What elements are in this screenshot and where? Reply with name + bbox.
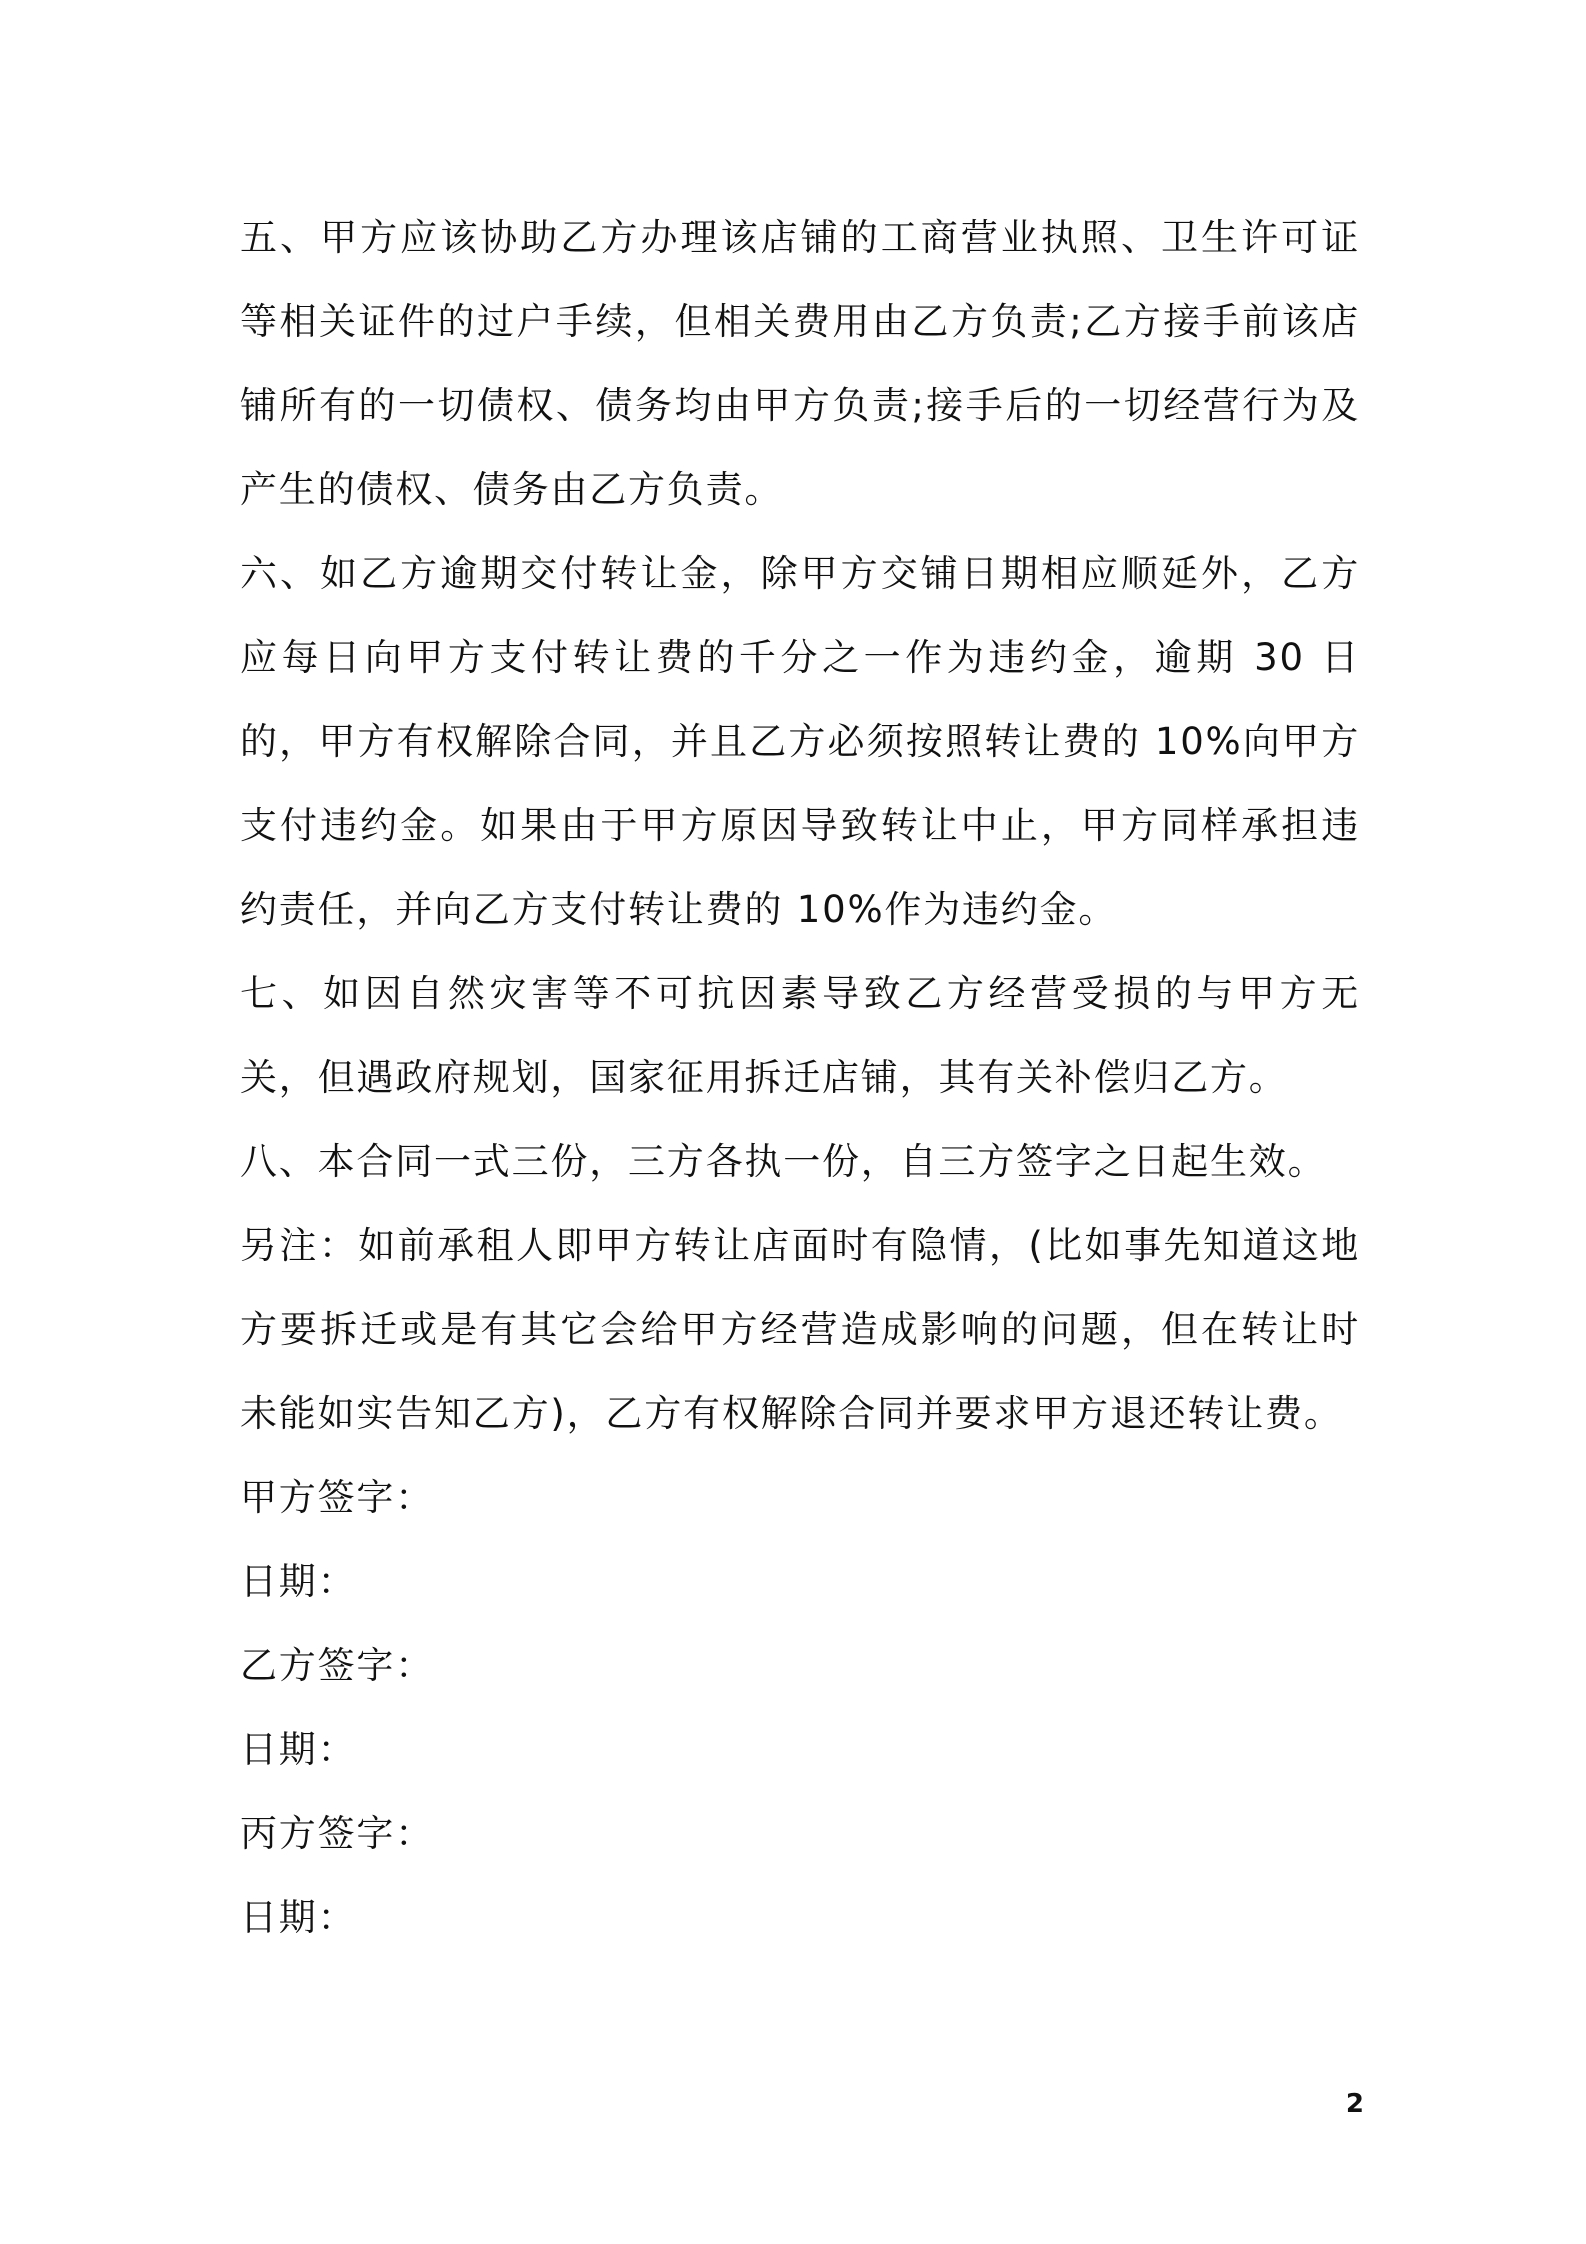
clause-seven: 七、如因自然灾害等不可抗因素导致乙方经营受损的与甲方无关，但遇政府规划，国家征用拆迁店铺，其有关补偿归乙方。: [240, 972, 1360, 1099]
party-c-date-label: 日期：: [240, 1896, 357, 1939]
party-a-signature-label: 甲方签字：: [240, 1476, 434, 1519]
party-b-signature-label: 乙方签字：: [240, 1644, 434, 1687]
clause-eight: 八、本合同一式三份，三方各执一份，自三方签字之日起生效。: [240, 1140, 1327, 1183]
clause-five: 五、甲方应该协助乙方办理该店铺的工商营业执照、卫生许可证等相关证件的过户手续，但相关费用由乙方负责;乙方接手前该店铺所有的一切债权、债务均由甲方负责;接手后的一切经营行为及产生的债权、债务由乙方负责。: [240, 216, 1360, 511]
signature-block: [240, 1456, 1360, 1960]
party-a-date-label: 日期：: [240, 1560, 357, 1603]
party-c-signature-label: 丙方签字：: [240, 1812, 434, 1855]
contract-body: [240, 196, 1360, 1960]
additional-note: 另注：如前承租人即甲方转让店面时有隐情，(比如事先知道这地方要拆迁或是有其它会给甲方经营造成影响的问题，但在转让时未能如实告知乙方)，乙方有权解除合同并要求甲方退还转让费。: [240, 1224, 1360, 1435]
clause-six: 六、如乙方逾期交付转让金，除甲方交铺日期相应顺延外，乙方应每日向甲方支付转让费的千分之一作为违约金，逾期 30 日的，甲方有权解除合同，并且乙方必须按照转让费的 10%向甲方支付违约金。如果由于甲方原因导致转让中止，甲方同样承担违约责任，并向乙方支付转让费的 10%作为违约金。: [240, 552, 1360, 931]
page-number: 2: [1345, 2089, 1364, 2119]
party-b-date-label: 日期：: [240, 1728, 357, 1771]
